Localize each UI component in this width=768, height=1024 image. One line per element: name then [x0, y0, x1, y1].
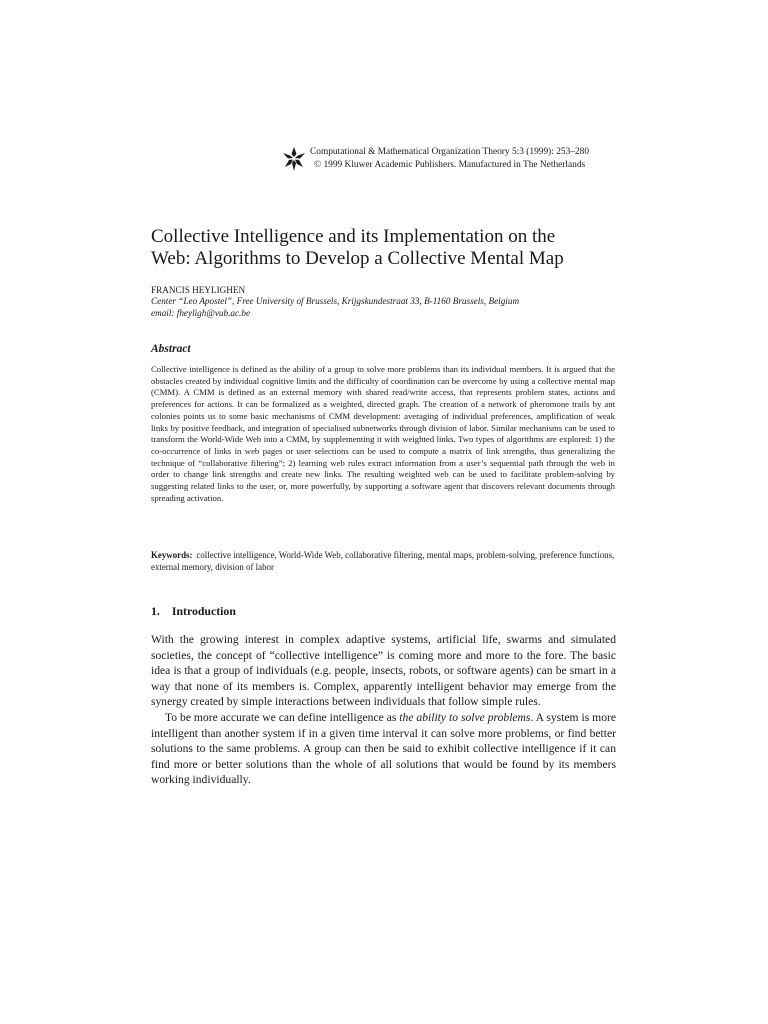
abstract-text: Collective intelligence is defined as the ability of a group to solve more problems than its individual members. It is argued that the obstacles created by individual cognitive limits and the difficulty of coordination can be overcome by using a collective mental map (CMM). A CMM is defined as an external memory with shared read/write access, that represents problem states, actions and preferences for actions. It can be formalized as a weighted, directed graph. The creation of a network of pheromone trails by ant colonies points us to some basic mechanisms of CMM development: averaging of individual preferences, amplification of weak links by positive feedback, and integration of specialised subnetworks through division of labor. Similar mechanisms can be used to transform the World-Wide Web into a CMM, by supplementing it with weighted links. Two types of algorithms are explored: 1) the co-occurrence of links in web pages or user selections can be used to compute a matrix of link strengths, thus generalizing the technique of “collaborative filtering”; 2) learning web rules extract information from a user’s sequential path through the web in order to change link strengths and create new links. The resulting weighted web can be used to facilitate problem-solving by suggesting related links to the user, or, more powerfully, by supporting a software agent that discovers relevant documents through spreading activation.: [151, 364, 615, 503]
journal-header: [283, 146, 623, 171]
paragraph-2-end: . A system is more intelligent than another system if in a given time interval it can solve more problems, or find better solutions to the same problems. A group can then be said to exhibit collective intelligence if it can find more or better solutions than the whole of all solutions that would be found by its members working individually.: [151, 710, 616, 787]
abstract-heading: Abstract: [151, 343, 191, 355]
body-text: [151, 632, 616, 788]
keywords-label: Keywords:: [151, 550, 193, 560]
paragraph-2-start: To be more accurate we can define intelligence as: [165, 710, 400, 724]
journal-citation: Computational & Mathematical Organization Theory 5:3 (1999): 253–280: [310, 147, 590, 157]
paragraph-2: [151, 710, 616, 788]
author-email[interactable]: email: fheyligh@vub.ac.be: [151, 307, 251, 318]
paper-title: [151, 226, 631, 270]
section-title: Introduction: [171, 604, 236, 618]
keywords-text: collective intelligence, World-Wide Web, collaborative filtering, mental maps, problem-solving, preference functions, external memory, division of labor: [151, 550, 615, 572]
author-affiliation-block: [151, 296, 519, 319]
author-name: FRANCIS HEYLIGHEN: [151, 285, 246, 295]
section-heading: [151, 604, 236, 619]
author-affiliation: Center “Leo Apostel”, Free University of Brussels, Krijgskundestraat 33, B-1160 Brussels, Belgium: [151, 296, 520, 306]
paragraph-1: With the growing interest in complex adaptive systems, artificial life, swarms and simulated societies, the concept of “collective intelligence” is coming more and more to the fore. The basic idea is that a group of individuals (e.g. people, insects, robots, or software agents) can be smart in a way that none of its members is. Complex, apparently intelligent behavior may emerge from the synergy created by simple interactions between individuals that follow simple rules.: [151, 633, 616, 709]
paper-title-line-1: Collective Intelligence and its Implementation on the: [151, 226, 556, 247]
keywords: [151, 550, 617, 574]
paragraph-2-emphasis: the ability to solve problems: [399, 710, 531, 724]
section-number: 1.: [151, 604, 160, 618]
paper-title-line-2: Web: Algorithms to Develop a Collective Mental Map: [151, 248, 564, 269]
kluwer-logo-icon: [283, 147, 305, 171]
copyright-line: © 1999 Kluwer Academic Publishers. Manufactured in The Netherlands: [314, 159, 586, 170]
